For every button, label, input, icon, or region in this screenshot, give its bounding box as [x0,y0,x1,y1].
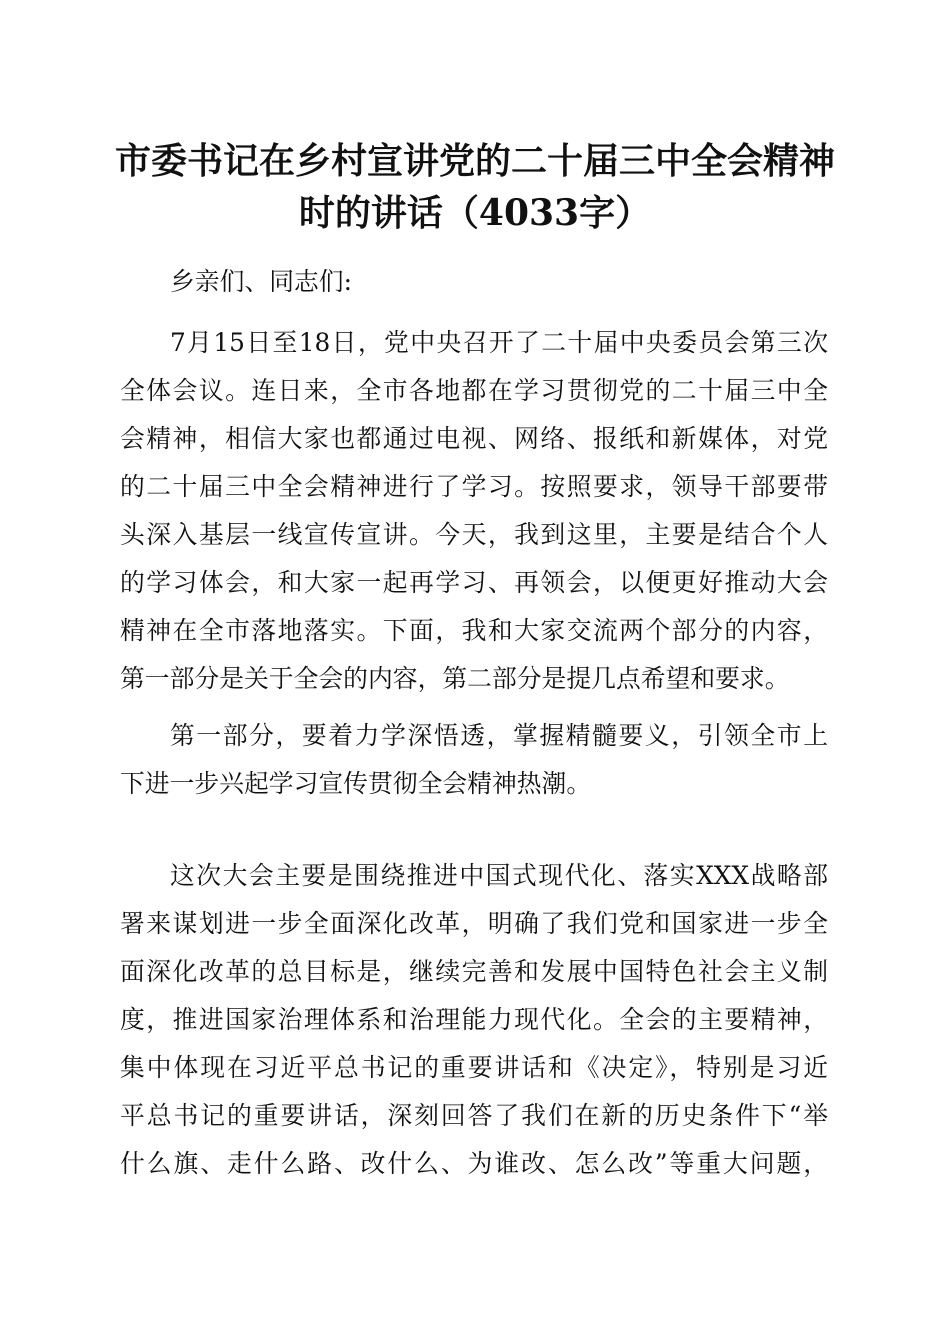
salutation: 乡亲们、同志们: [170,267,352,296]
paragraph-line: 下进一步兴起学习宣传贯彻全会精神热潮。 [120,769,592,798]
document-title-line-2: 时的讲话（4033字） [298,192,652,234]
document-title-line-1: 市委书记在乡村宣讲党的二十届三中全会精神 [114,140,835,182]
paragraph-1 [120,319,828,703]
paragraph-line: 会精神，相信大家也都通过电视、网络、报纸和新媒体，对党 [120,424,828,453]
paragraph-line: 的二十届三中全会精神进行了学习。按照要求，领导干部要带 [120,472,828,501]
paragraph-line: 7月15日至18日，党中央召开了二十届中央委员会第三次 [170,328,828,357]
paragraph-line: 度，推进国家治理体系和治理能力现代化。全会的主要精神， [120,1005,828,1034]
paragraph-3 [120,852,828,1188]
paragraph-line: 平总书记的重要讲话，深刻回答了我们在新的历史条件下“举 [120,1101,828,1130]
paragraph-line: 全体会议。连日来，全市各地都在学习贯彻党的二十届三中全 [120,376,828,405]
paragraph-line: 头深入基层一线宣传宣讲。今天，我到这里，主要是结合个人 [120,520,828,549]
paragraph-line: 署来谋划进一步全面深化改革，明确了我们党和国家进一步全 [120,909,828,938]
paragraph-line: 面深化改革的总目标是，继续完善和发展中国特色社会主义制 [120,957,828,986]
paragraph-line: 的学习体会，和大家一起再学习、再领会，以便更好推动大会 [120,568,828,597]
paragraph-line: 什么旗、走什么路、改什么、为谁改、怎么改”等重大问题， [120,1149,828,1178]
paragraph-line: 第一部分，要着力学深悟透，掌握精髓要义，引领全市上 [170,721,828,750]
paragraph-line: 精神在全市落地落实。下面，我和大家交流两个部分的内容， [120,616,828,645]
paragraph-line: 这次大会主要是围绕推进中国式现代化、落实XXX战略部 [170,861,828,890]
paragraph-line: 第一部分是关于全会的内容，第二部分是提几点希望和要求。 [120,664,790,693]
paragraph-line: 集中体现在习近平总书记的重要讲话和《决定》，特别是习近 [120,1053,828,1082]
paragraph-2 [120,712,828,808]
